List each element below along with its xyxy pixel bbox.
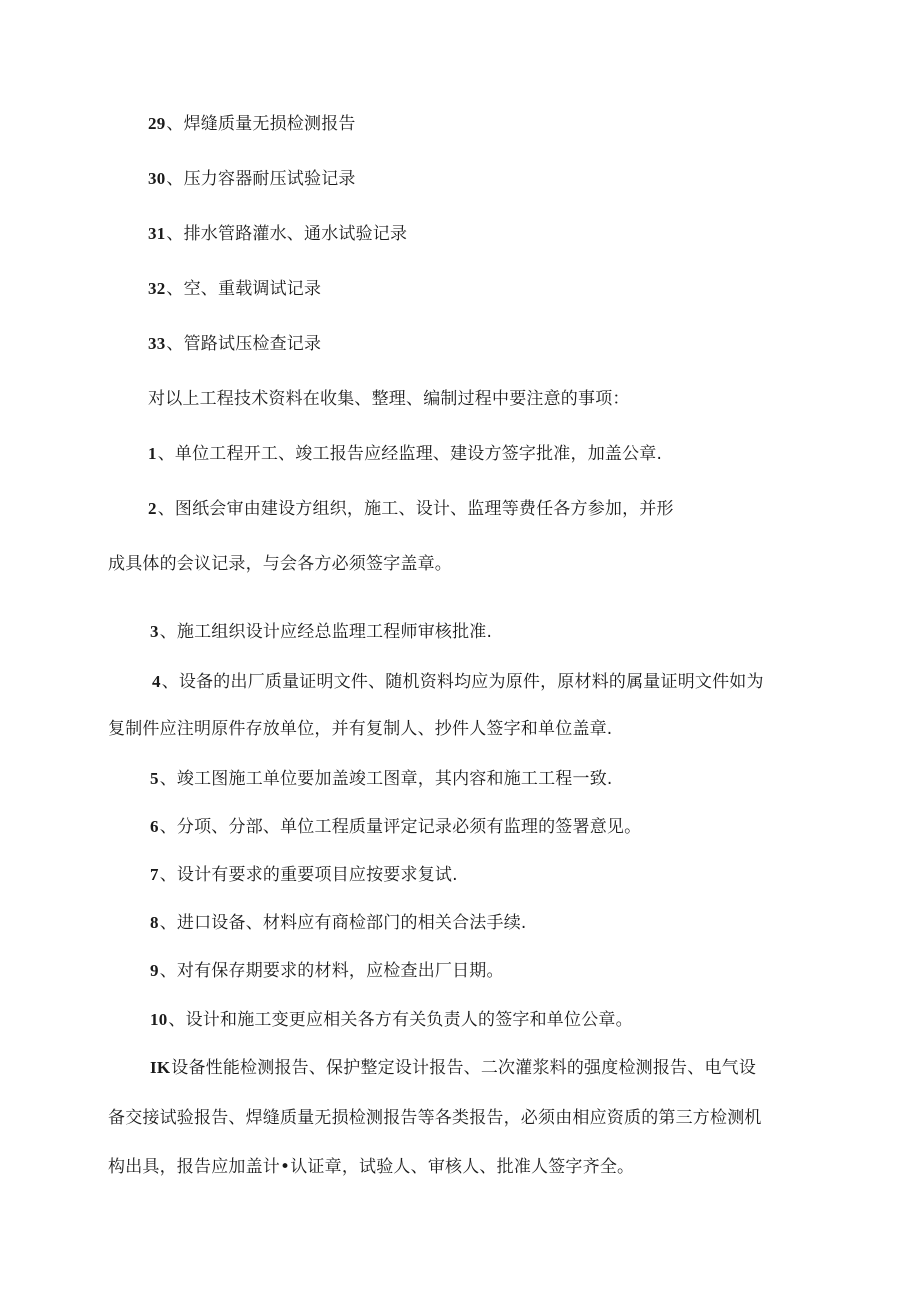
note-number: 1 <box>148 444 157 463</box>
item-text: 、焊缝质量无损检测报告 <box>166 114 356 134</box>
note-10 <box>150 1008 633 1032</box>
note-number: 9 <box>150 961 159 980</box>
note-1 <box>148 442 662 466</box>
note-text: 设备性能检测报告、保护整定设计报告、二次灌浆料的强度检测报告、电气设 <box>171 1058 757 1078</box>
note-4 <box>152 670 764 694</box>
note-text: 、竣工图施工单位要加盖竣工图章，其内容和施工工程一致. <box>159 769 613 789</box>
note-text: 、分项、分部、单位工程质量评定记录必须有监理的签署意见。 <box>159 817 642 837</box>
intro-paragraph: 对以上工程技术资料在收集、整理、编制过程中要注意的事项： <box>148 389 630 409</box>
note-9 <box>150 959 504 983</box>
item-number: 31 <box>148 224 166 243</box>
item-text: 、排水管路灌水、通水试验记录 <box>166 224 408 244</box>
item-number: 30 <box>148 169 166 188</box>
note-number: 8 <box>150 913 159 932</box>
note-2-continuation: 成具体的会议记录，与会各方必须签字盖章。 <box>108 554 452 574</box>
note-number: 3 <box>150 622 159 641</box>
note-11 <box>150 1056 756 1080</box>
note-number: 4 <box>152 672 161 691</box>
list-item-30 <box>148 167 356 191</box>
item-text: 、管路试压检查记录 <box>166 334 322 354</box>
note-number: 6 <box>150 817 159 836</box>
item-number: 32 <box>148 279 166 298</box>
note-6 <box>150 815 641 839</box>
note-text: 、施工组织设计应经总监理工程师审核批准. <box>159 622 493 642</box>
note-2 <box>148 497 674 521</box>
item-number: 29 <box>148 114 166 133</box>
note-11-continuation-2: 构出具，报告应加盖计•认证章，试验人、审核人、批准人签字齐全。 <box>108 1157 635 1177</box>
note-text: 、进口设备、材料应有商检部门的相关合法手续. <box>159 913 527 933</box>
note-text: 、设计有要求的重要项目应按要求复试. <box>159 865 458 885</box>
note-8 <box>150 911 527 935</box>
note-number: IK <box>150 1058 171 1077</box>
note-text: 、设备的出厂质量证明文件、随机资料均应为原件，原材料的属量证明文件如为 <box>161 672 764 692</box>
note-number: 10 <box>150 1010 168 1029</box>
item-text: 、空、重载调试记录 <box>166 279 322 299</box>
note-text: 、设计和施工变更应相关各方有关负责人的签字和单位公章。 <box>168 1010 633 1030</box>
note-number: 2 <box>148 499 157 518</box>
list-item-33 <box>148 332 321 356</box>
note-7 <box>150 863 458 887</box>
list-item-29 <box>148 112 356 136</box>
item-number: 33 <box>148 334 166 353</box>
note-4-continuation: 复制件应注明原件存放单位，并有复制人、抄件人签字和单位盖章. <box>108 719 613 739</box>
note-number: 5 <box>150 769 159 788</box>
list-item-31 <box>148 222 407 246</box>
note-5 <box>150 767 613 791</box>
note-11-continuation-1: 备交接试验报告、焊缝质量无损检测报告等各类报告，必须由相应资质的第三方检测机 <box>108 1108 762 1128</box>
item-text: 、压力容器耐压试验记录 <box>166 169 356 189</box>
list-item-32 <box>148 277 321 301</box>
note-text: 、图纸会审由建设方组织，施工、设计、监理等费任各方参加，并形 <box>157 499 674 519</box>
note-text: 、对有保存期要求的材料，应检查出厂日期。 <box>159 961 504 981</box>
note-text: 、单位工程开工、竣工报告应经监理、建设方签字批准，加盖公章. <box>157 444 663 464</box>
note-3 <box>150 620 492 644</box>
note-number: 7 <box>150 865 159 884</box>
